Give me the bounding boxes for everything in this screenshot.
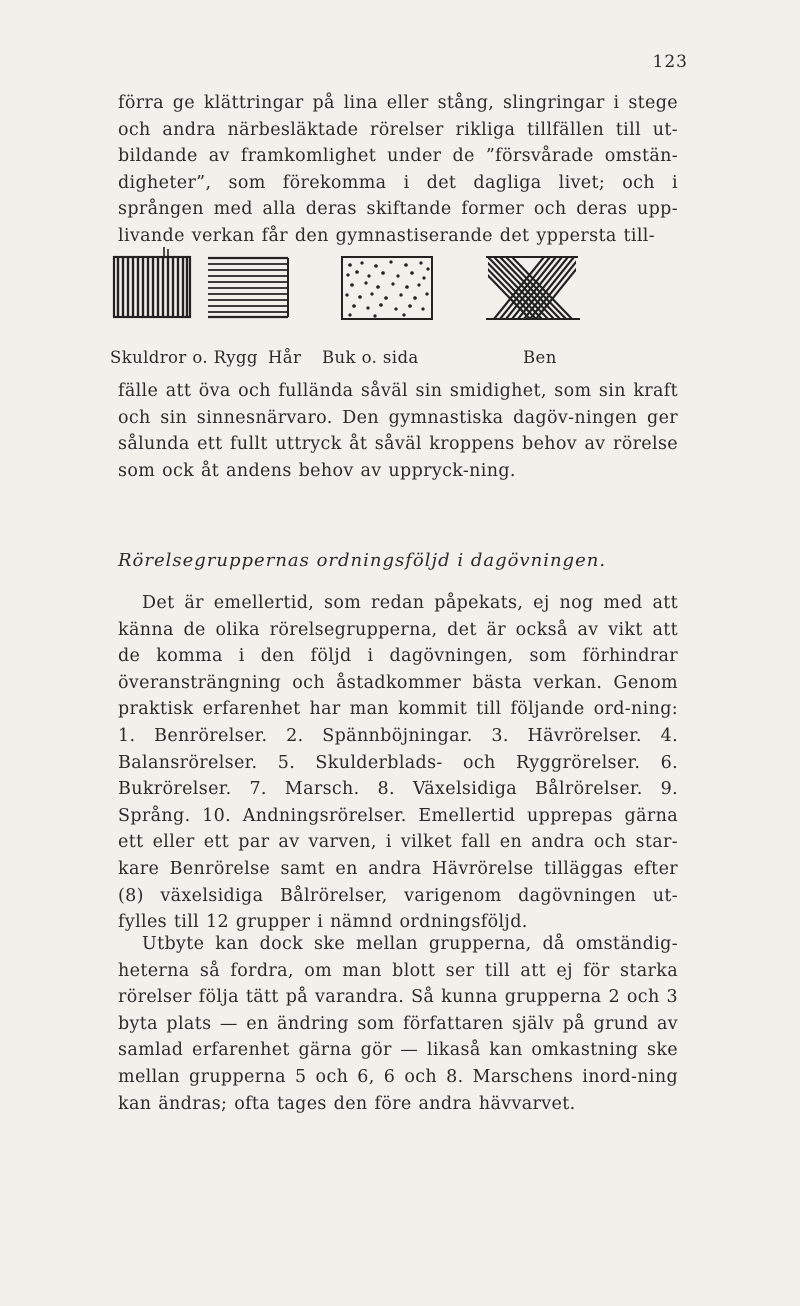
paragraph-4: Utbyte kan dock ske mellan grupperna, då omständig-heterna så fordra, om man blott ser till att ej för starka rörelser följa tätt på varandra. Så kunna grupperna 2 och 3 byta plats — en ändring som författaren själv på grund av samlad erfarenhet gärna gör — likaså kan omkastning ske mellan grupperna 5 och 6, 6 och 8. Marschens inord-ning kan ändras; ofta tages den före andra hävvarvet. <box>118 934 678 1114</box>
vertical-stripes-swatch <box>114 247 190 317</box>
section-heading: Rörelsegruppernas ordningsföljd i dagövningen. <box>118 550 607 571</box>
paragraph-3: Det är emellertid, som redan påpekats, ej nog med att känna de olika rörelsegrupperna, det är också av vikt att de komma i den följd i dagövningen, som förhindrar överansträngning och åstadkommer bästa verkan. Genom praktisk erfarenhet har man kommit till följande ord-ning: 1. Benrörelser. 2. Spännböjningar. 3. Hävrörelser. 4. Balansrörelser. 5. Skulderblads- och Ryggrörelser. 6. Bukrörelser. 7. Marsch. 8. Växelsidiga Bålrörelser. 9. Språng. 10. Andningsrörelser. Emellertid upprepas gärna ett eller ett par av varven, i vilket fall en andra och star-kare Benrörelse samt en andra Hävrörelse tilläggas efter (8) växelsidiga Bålrörelser, varigenom dagövningen ut-fylles till 12 grupper i nämnd ordningsföljd. <box>118 593 678 933</box>
page-number: 123 <box>652 52 688 72</box>
caption-hair: Hår <box>268 348 302 367</box>
paragraph-1: förra ge klättringar på lina eller stång, slingringar i stege och andra närbesläktade rörelser rikliga tillfällen till ut-bildande av framkomlighet under de ”försvårade omstän-digheter”, som förekomma i det dagliga livet; och i sprången med alla deras skiftande former och deras upp-livande verkan får den gymnastiserande det yppersta till- <box>118 93 678 246</box>
caption-legs: Ben <box>523 348 557 367</box>
paragraph-2: fälle att öva och fullända såväl sin smidighet, som sin kraft och sin sinnesnärvaro. Den gymnastiska dagöv-ningen ger sålunda ett fullt uttryck åt såväl kroppens behov av rörelse som ock åt andens behov av uppryck-ning. <box>118 381 678 481</box>
horizontal-lines-swatch <box>208 258 288 317</box>
dotted-swatch <box>342 257 432 319</box>
pattern-legend-figure <box>110 235 590 371</box>
hatched-swatch <box>470 257 586 319</box>
caption-abdomen-side: Buk o. sida <box>322 348 419 367</box>
pattern-swatches <box>110 235 590 335</box>
caption-shoulders-back: Skuldror o. Rygg <box>110 348 258 367</box>
